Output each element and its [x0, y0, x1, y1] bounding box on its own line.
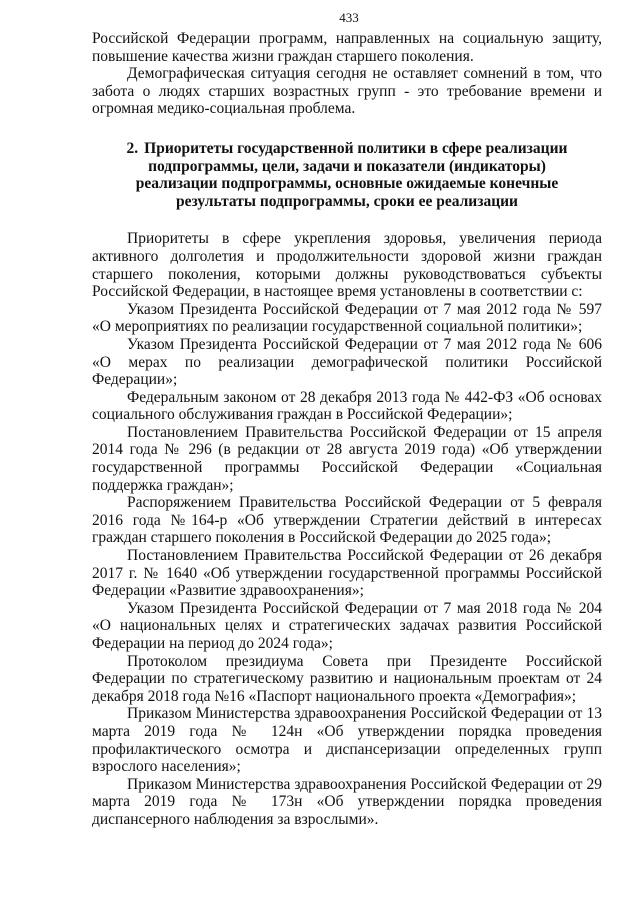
legal-basis-item: Указом Президента Российской Федерации от 7 мая 2012 года № 597 «О мероприятиях по реализации государственной социальной политики»; — [92, 300, 602, 336]
intro-paragraph-demography: Демографическая ситуация сегодня не оставляет сомнений в том, что забота о людях старших возрастных групп - это требование времени и огромная медико-социальная проблема. — [92, 65, 602, 118]
page-number: 433 — [339, 10, 359, 25]
intro-paragraph-continuation: Российской Федерации программ, направленных на социальную защиту, повышение качества жизни граждан старшего поколения. — [92, 30, 602, 65]
document-page — [92, 10, 602, 829]
section-number: 2. — [126, 139, 139, 157]
legal-basis-item: Федеральным законом от 28 декабря 2013 года № 442-ФЗ «Об основах социального обслуживания граждан в Российской Федерации»; — [92, 388, 602, 424]
priorities-intro-paragraph: Приоритеты в сфере укрепления здоровья, увеличения периода активного долголетия и продолжительности здоровой жизни граждан старшего поколения, которыми должны руководствоваться субъекты Российской Федерации, в настоящее время установлены в соответствии с: — [92, 230, 602, 301]
legal-basis-item: Постановлением Правительства Российской Федерации от 15 апреля 2014 года № 296 (в редакции от 28 августа 2019 года) «Об утверждении государственной программы Российской Федерации «Социальная поддержка граждан»; — [92, 423, 602, 494]
legal-basis-item: Приказом Министерства здравоохранения Российской Федерации от 29 марта 2019 года № 173н «Об утверждении порядка проведения диспансерного наблюдения за взрослыми». — [92, 775, 602, 828]
legal-basis-item: Постановлением Правительства Российской Федерации от 26 декабря 2017 г. № 1640 «Об утверждении государственной программы Российской Федерации «Развитие здравоохранения»; — [92, 547, 602, 600]
legal-basis-item: Указом Президента Российской Федерации от 7 мая 2012 года № 606 «О мерах по реализации демографической политики Российской Федерации»; — [92, 335, 602, 389]
priorities-body — [92, 230, 602, 828]
section-title: Приоритеты государственной политики в сфере реализации подпрограммы, цели, задачи и показатели (индикаторы) реализации подпрограммы, основные ожидаемые конечные результаты подпрограммы, сроки ее реализации — [135, 139, 568, 210]
legal-basis-item: Приказом Министерства здравоохранения Российской Федерации от 13 марта 2019 года № 124н «Об утверждении порядка проведения профилактического осмотра и диспансеризации определенных групп взрослого населения»; — [92, 705, 602, 776]
section-heading — [92, 140, 602, 210]
legal-basis-item: Протоколом президиума Совета при Президенте Российской Федерации по стратегическому развитию и национальным проектам от 24 декабря 2018 года №16 «Паспорт национального проекта «Демография»; — [92, 652, 602, 705]
legal-basis-item: Указом Президента Российской Федерации от 7 мая 2018 года № 204 «О национальных целях и стратегических задачах развития Российской Федерации на период до 2024 года»; — [92, 599, 602, 652]
legal-basis-item: Распоряжением Правительства Российской Федерации от 5 февраля 2016 года №164-р «Об утверждении Стратегии действий в интересах граждан старшего поколения в Российской Федерации до 2025 года»; — [92, 494, 602, 547]
